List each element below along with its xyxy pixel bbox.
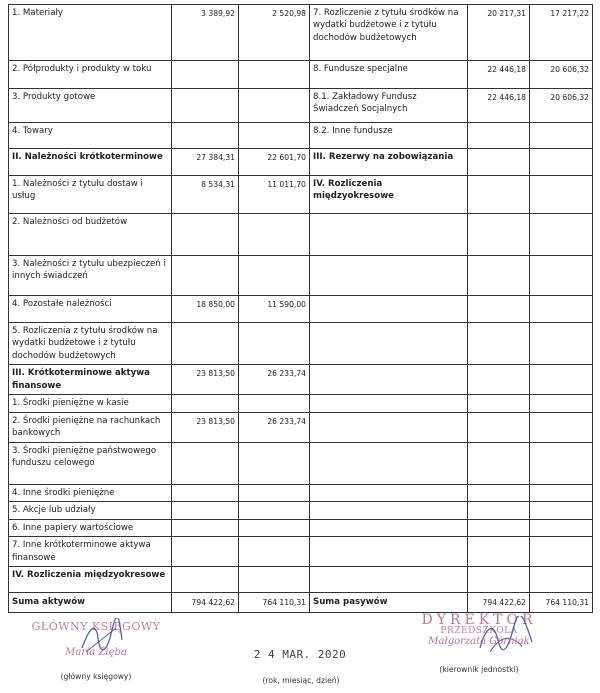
- chief-accountant-signature: [26, 620, 166, 681]
- table-row: [9, 323, 593, 365]
- assets-value-end: 2 520,98: [239, 5, 310, 61]
- table-row: [9, 296, 593, 323]
- table-row: [9, 484, 593, 501]
- assets-label: 6. Inne papiery wartościowe: [9, 519, 172, 536]
- liabilities-label: [310, 296, 468, 323]
- liabilities-value-start: [468, 323, 530, 365]
- liabilities-label: IV. Rozliczenia międzyokresowe: [310, 176, 468, 214]
- liabilities-label: [310, 323, 468, 365]
- liabilities-value-start: [468, 484, 530, 501]
- liabilities-value-start: [468, 296, 530, 323]
- assets-value-start: [172, 89, 239, 123]
- table-row: [9, 412, 593, 442]
- liabilities-value-end: [530, 365, 593, 395]
- liabilities-value-start: [468, 519, 530, 536]
- assets-label: 3. Środki pieniężne państwowego funduszu celowego: [9, 442, 172, 484]
- liabilities-value-start: 20 217,31: [468, 5, 530, 61]
- total-assets-label: Suma aktywów: [9, 592, 172, 612]
- liabilities-value-end: [530, 537, 593, 567]
- assets-label: 2. Półprodukty i produkty w toku: [9, 61, 172, 89]
- assets-label: 4. Inne środki pieniężne: [9, 484, 172, 501]
- balance-sheet-body: [9, 5, 593, 613]
- assets-label: 3. Produkty gotowe: [9, 89, 172, 123]
- liabilities-value-start: [468, 395, 530, 412]
- table-row: [9, 256, 593, 296]
- assets-value-end: [239, 537, 310, 567]
- assets-value-start: [172, 537, 239, 567]
- assets-value-start: [172, 123, 239, 149]
- liabilities-value-end: [530, 566, 593, 592]
- table-row: [9, 395, 593, 412]
- assets-label: 2. Należności od budżetów: [9, 214, 172, 256]
- assets-label: 1. Należności z tytułu dostaw i usług: [9, 176, 172, 214]
- liabilities-value-end: [530, 214, 593, 256]
- liabilities-value-end: [530, 395, 593, 412]
- assets-label: 4. Pozostałe należności: [9, 296, 172, 323]
- liabilities-value-start: [468, 214, 530, 256]
- director-caption: (kierownik jednostki): [439, 665, 519, 674]
- balance-sheet-table: [8, 4, 593, 613]
- date-caption: (rok, miesiąc, dzień): [262, 676, 340, 685]
- liabilities-value-start: [468, 502, 530, 519]
- assets-value-start: [172, 214, 239, 256]
- liabilities-label: [310, 519, 468, 536]
- liabilities-label: III. Rezerwy na zobowiązania: [310, 149, 468, 176]
- assets-value-start: 23 813,50: [172, 412, 239, 442]
- table-row: [9, 537, 593, 567]
- assets-value-start: 23 813,50: [172, 365, 239, 395]
- assets-value-end: [239, 89, 310, 123]
- assets-value-end: [239, 123, 310, 149]
- director-stamp: DYREKTOR: [421, 612, 537, 628]
- liabilities-label: [310, 566, 468, 592]
- liabilities-value-start: [468, 566, 530, 592]
- total-liabilities-end: 764 110,31: [530, 592, 593, 612]
- liabilities-value-end: 20 606,32: [530, 61, 593, 89]
- liabilities-value-end: 17 217,22: [530, 5, 593, 61]
- assets-value-end: 22 601,70: [239, 149, 310, 176]
- assets-value-start: [172, 484, 239, 501]
- assets-label: 1. Środki pieniężne w kasie: [9, 395, 172, 412]
- assets-label: III. Krótkoterminowe aktywa finansowe: [9, 365, 172, 395]
- assets-value-end: 11 590,00: [239, 296, 310, 323]
- table-row: [9, 123, 593, 149]
- liabilities-label: [310, 412, 468, 442]
- liabilities-value-end: 20 606,32: [530, 89, 593, 123]
- assets-value-start: [172, 395, 239, 412]
- liabilities-value-start: [468, 537, 530, 567]
- sum-row: [9, 592, 593, 612]
- assets-label: 4. Towary: [9, 123, 172, 149]
- liabilities-label: [310, 395, 468, 412]
- liabilities-value-end: [530, 123, 593, 149]
- assets-value-end: [239, 61, 310, 89]
- date-stamp: 2 4 MAR. 2020: [253, 648, 347, 661]
- liabilities-label: 8.2. Inne fundusze: [310, 123, 468, 149]
- liabilities-label: [310, 502, 468, 519]
- director-name: Małgorzata Górniak: [428, 636, 530, 647]
- assets-value-start: [172, 566, 239, 592]
- table-row: [9, 89, 593, 123]
- liabilities-value-end: [530, 176, 593, 214]
- assets-value-start: [172, 502, 239, 519]
- assets-label: IV. Rozliczenia międzyokresowe: [9, 566, 172, 592]
- liabilities-label: 8.1. Zakładowy Fundusz Świadczeń Socjalnych: [310, 89, 468, 123]
- table-row: [9, 61, 593, 89]
- liabilities-value-start: 22 446,18: [468, 89, 530, 123]
- chief-accountant-caption: (główny księgowy): [60, 672, 132, 681]
- table-row: [9, 176, 593, 214]
- assets-label: 5. Rozliczenia z tytułu środków na wydatki budżetowe i z tytułu dochodów budżetowych: [9, 323, 172, 365]
- liabilities-value-start: 22 446,18: [468, 61, 530, 89]
- table-row: [9, 5, 593, 61]
- assets-value-start: 3 389,92: [172, 5, 239, 61]
- liabilities-value-end: [530, 296, 593, 323]
- liabilities-value-end: [530, 256, 593, 296]
- liabilities-value-end: [530, 484, 593, 501]
- table-row: [9, 519, 593, 536]
- liabilities-label: [310, 442, 468, 484]
- director-stamp-sub: PRZEDSZKOLA: [440, 626, 518, 636]
- table-row: [9, 214, 593, 256]
- liabilities-value-end: [530, 149, 593, 176]
- assets-value-end: 26 233,74: [239, 365, 310, 395]
- assets-value-end: [239, 256, 310, 296]
- assets-value-start: 27 384,31: [172, 149, 239, 176]
- liabilities-value-start: [468, 123, 530, 149]
- assets-label: 7. Inne krótkoterminowe aktywa finansowe: [9, 537, 172, 567]
- assets-label: 1. Materiały: [9, 5, 172, 61]
- table-row: [9, 502, 593, 519]
- liabilities-label: [310, 537, 468, 567]
- assets-value-end: [239, 519, 310, 536]
- liabilities-value-end: [530, 502, 593, 519]
- assets-value-start: [172, 256, 239, 296]
- assets-value-start: [172, 519, 239, 536]
- director-signature: [404, 612, 554, 674]
- liabilities-value-start: [468, 176, 530, 214]
- assets-value-start: [172, 442, 239, 484]
- assets-value-end: [239, 395, 310, 412]
- assets-label: 2. Środki pieniężne na rachunkach bankowych: [9, 412, 172, 442]
- assets-label: 3. Należności z tytułu ubezpieczeń i innych świadczeń: [9, 256, 172, 296]
- table-row: [9, 566, 593, 592]
- chief-accountant-stamp: GŁÓWNY KSIĘGOWY: [31, 620, 161, 633]
- assets-value-end: [239, 502, 310, 519]
- total-assets-end: 764 110,31: [239, 592, 310, 612]
- liabilities-value-start: [468, 412, 530, 442]
- total-assets-start: 794 422,62: [172, 592, 239, 612]
- liabilities-value-end: [530, 323, 593, 365]
- liabilities-value-end: [530, 519, 593, 536]
- chief-accountant-name: Maria Zięba: [65, 647, 127, 658]
- assets-value-end: [239, 484, 310, 501]
- liabilities-label: [310, 214, 468, 256]
- table-row: [9, 442, 593, 484]
- assets-value-start: [172, 61, 239, 89]
- assets-value-end: [239, 323, 310, 365]
- assets-value-end: 11 011,70: [239, 176, 310, 214]
- assets-value-end: [239, 442, 310, 484]
- assets-value-end: [239, 214, 310, 256]
- liabilities-value-start: [468, 149, 530, 176]
- assets-value-end: [239, 566, 310, 592]
- table-row: [9, 149, 593, 176]
- table-row: [9, 365, 593, 395]
- liabilities-value-end: [530, 412, 593, 442]
- liabilities-value-end: [530, 442, 593, 484]
- assets-value-end: 26 233,74: [239, 412, 310, 442]
- total-liabilities-start: 794 422,62: [468, 592, 530, 612]
- assets-value-start: 8 534,31: [172, 176, 239, 214]
- assets-value-start: [172, 323, 239, 365]
- liabilities-label: [310, 484, 468, 501]
- liabilities-value-start: [468, 442, 530, 484]
- liabilities-value-start: [468, 256, 530, 296]
- assets-label: II. Należności krótkoterminowe: [9, 149, 172, 176]
- liabilities-label: [310, 365, 468, 395]
- liabilities-label: 7. Rozliczenie z tytułu środków na wydatki budżetowe i z tytułu dochodów budżetowych: [310, 5, 468, 61]
- liabilities-label: 8. Fundusze specjalne: [310, 61, 468, 89]
- signature-footer: [0, 612, 600, 692]
- liabilities-label: [310, 256, 468, 296]
- liabilities-value-start: [468, 365, 530, 395]
- assets-label: 5. Akcje lub udziały: [9, 502, 172, 519]
- total-liabilities-label: Suma pasywów: [310, 592, 468, 612]
- assets-value-start: 18 850,00: [172, 296, 239, 323]
